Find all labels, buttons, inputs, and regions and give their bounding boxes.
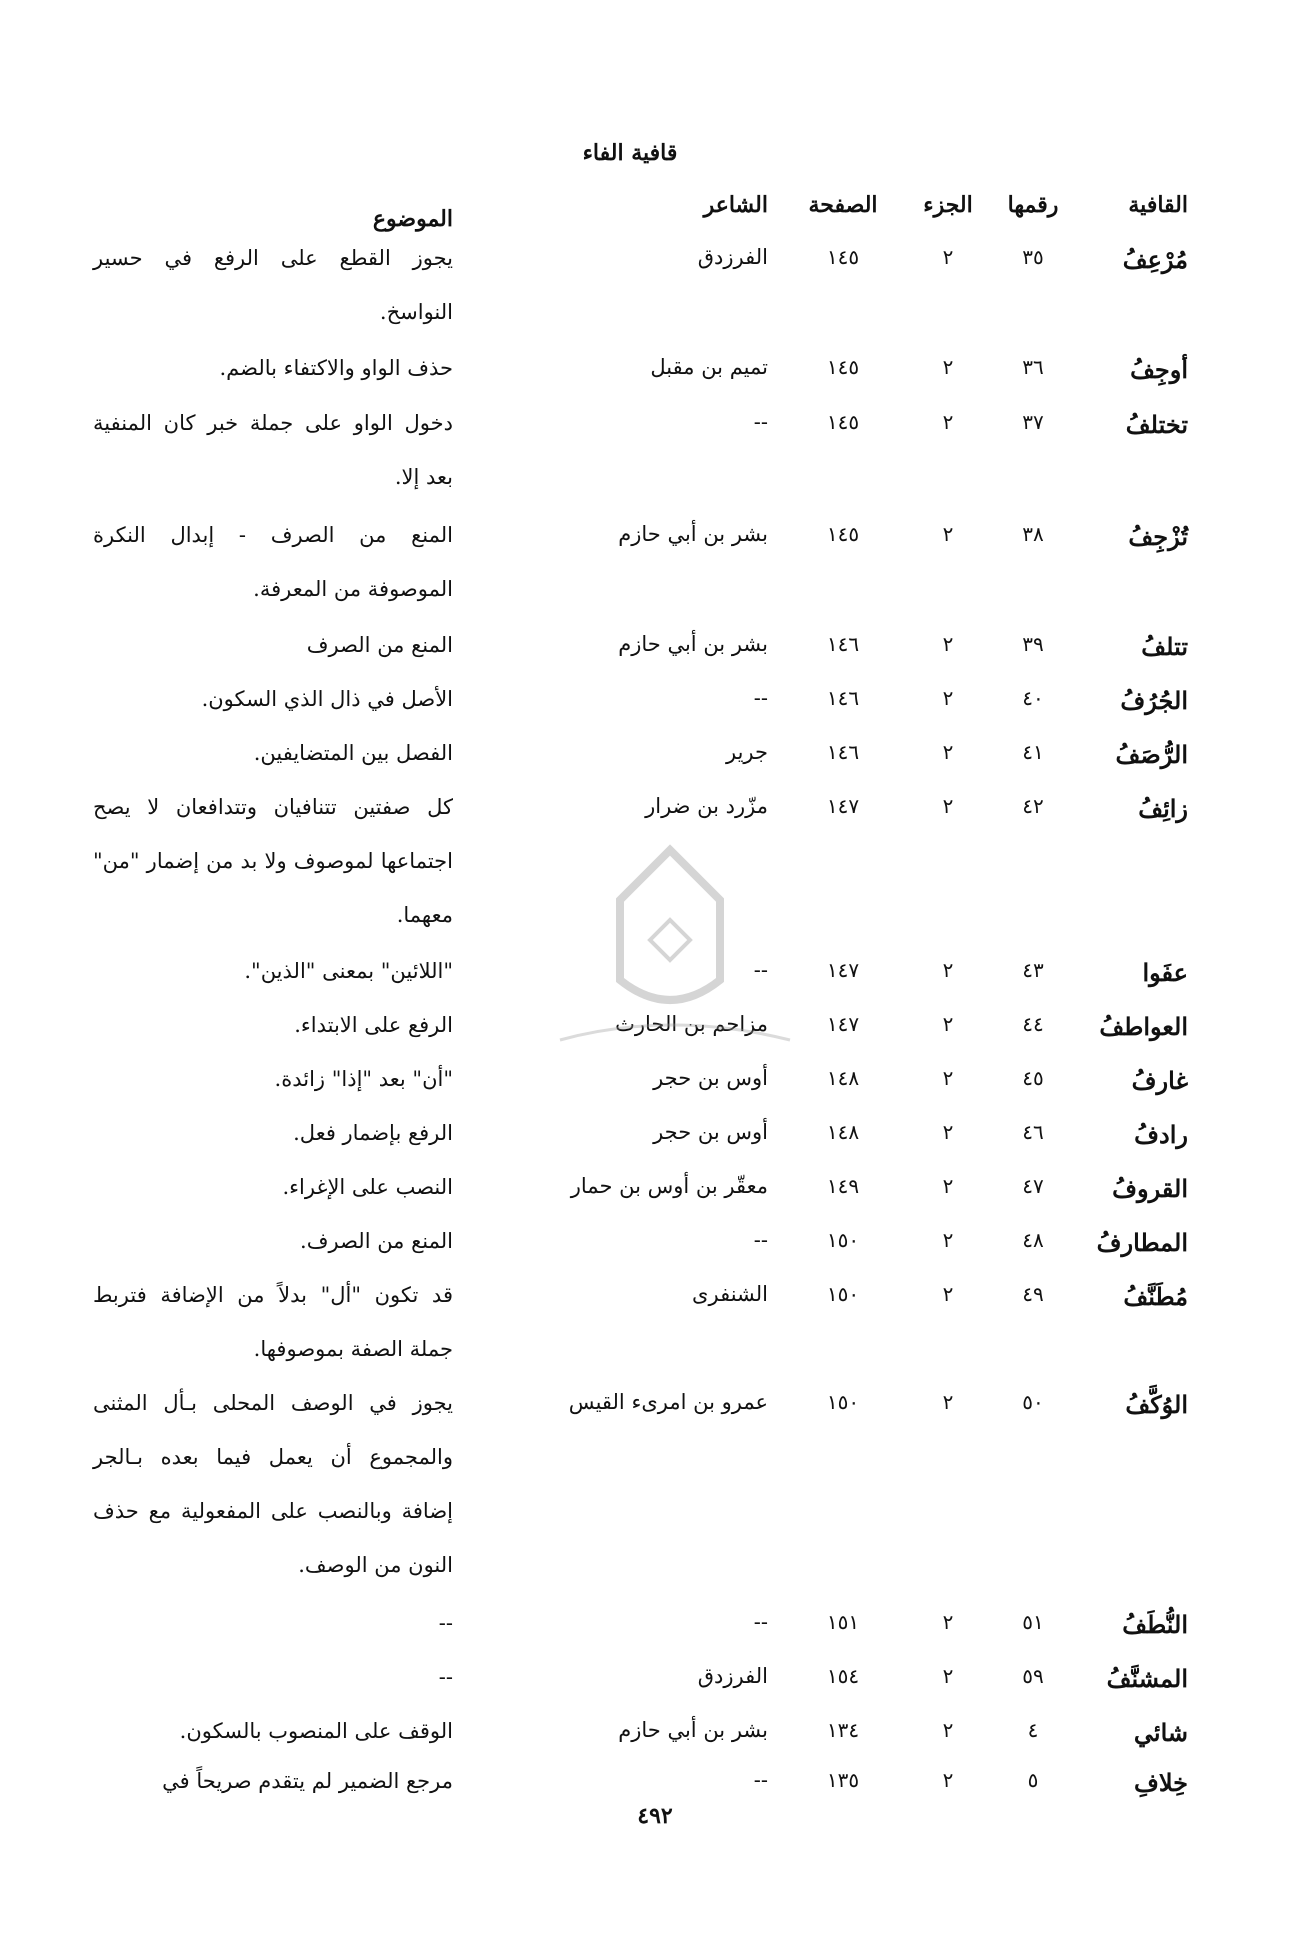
topic-cell: يجوز في الوصف المحلى بـأل المثنى والمجموع أن يعمل فيما بعده بـالجر إضافة وبالنصب على المفعولية مع حذف النون من الوصف. [93, 1391, 453, 1577]
poet-cell: بشر بن أبي حازم [618, 632, 768, 656]
number-cell: ٣٧ [1022, 410, 1044, 434]
number-cell: ٤٢ [1022, 794, 1044, 818]
header-poet: الشاعر [703, 192, 768, 218]
juz-cell: ٢ [942, 1718, 954, 1742]
number-cell: ٤٧ [1022, 1174, 1044, 1198]
poet-cell: -- [753, 686, 768, 710]
topic-cell: يجوز القطع على الرفع في حسير النواسخ. [93, 246, 453, 324]
page-cell: ١٤٦ [826, 632, 860, 656]
topic-cell: المنع من الصرف - إبدال النكرة الموصوفة من المعرفة. [93, 523, 453, 601]
topic-cell: قد تكون "أل" بدلاً من الإضافة فتربط جملة الصفة بموصوفها. [93, 1283, 453, 1361]
page-cell: ١٤٥ [826, 522, 860, 546]
qafiya-cell: عفَوا [1142, 958, 1188, 987]
poet-cell: مزاحم بن الحارث [615, 1012, 768, 1036]
topic-cell: الرفع على الابتداء. [294, 1013, 453, 1037]
number-cell: ٣٥ [1022, 245, 1044, 269]
juz-cell: ٢ [942, 355, 954, 379]
qafiya-cell: الجُرُفُ [1120, 686, 1188, 715]
juz-cell: ٢ [942, 522, 954, 546]
header-qafiya: القافية [1128, 192, 1188, 218]
page-cell: ١٥٠ [826, 1228, 860, 1252]
juz-cell: ٢ [942, 740, 954, 764]
qafiya-cell: القروفُ [1112, 1174, 1188, 1203]
number-cell: ٤٣ [1022, 958, 1044, 982]
qafiya-cell: زائِفُ [1138, 794, 1188, 823]
section-title: قافية الفاء [582, 140, 678, 166]
poet-cell: جرير [726, 740, 768, 764]
poet-cell: تميم بن مقبل [650, 355, 768, 379]
poet-cell: معقّر بن أوس بن حمار [570, 1174, 768, 1198]
poet-cell: -- [753, 958, 768, 982]
number-cell: ٤٩ [1022, 1282, 1044, 1306]
poet-cell: مزّرد بن ضرار [645, 794, 768, 818]
juz-cell: ٢ [942, 958, 954, 982]
juz-cell: ٢ [942, 1610, 954, 1634]
number-cell: ٣٦ [1022, 355, 1044, 379]
qafiya-cell: تتلفُ [1141, 632, 1188, 661]
juz-cell: ٢ [942, 794, 954, 818]
number-cell: ٤٨ [1022, 1228, 1044, 1252]
header-juz: الجزء [923, 192, 973, 218]
qafiya-cell: العواطفُ [1099, 1012, 1188, 1041]
header-page: الصفحة [808, 192, 878, 218]
page-cell: ١٣٤ [826, 1718, 860, 1742]
poet-cell: عمرو بن امرىء القيس [568, 1390, 768, 1414]
header-topic: الموضوع [372, 206, 453, 232]
topic-cell: دخول الواو على جملة خبر كان المنفية بعد إلا. [93, 411, 453, 489]
poet-cell: -- [753, 1768, 768, 1792]
qafiya-cell: المطارفُ [1096, 1228, 1188, 1257]
topic-cell: الأصل في ذال الذي السكون. [201, 687, 453, 711]
topic-cell: النصب على الإغراء. [282, 1175, 453, 1199]
topic-cell: المنع من الصرف [306, 633, 453, 657]
watermark-emblem [520, 830, 820, 1090]
page-cell: ١٥٤ [826, 1664, 860, 1688]
page-cell: ١٤٥ [826, 410, 860, 434]
juz-cell: ٢ [942, 1390, 954, 1414]
qafiya-cell: مُطَنَّفُ [1123, 1282, 1188, 1311]
qafiya-cell: مُرْعِفُ [1122, 245, 1188, 274]
juz-cell: ٢ [942, 1664, 954, 1688]
qafiya-cell: شائي [1133, 1718, 1188, 1747]
juz-cell: ٢ [942, 632, 954, 656]
qafiya-cell: المشنَّفُ [1106, 1664, 1188, 1693]
qafiya-cell: خِلافِ [1133, 1768, 1188, 1797]
qafiya-cell: الوُكَّفُ [1125, 1390, 1188, 1419]
juz-cell: ٢ [942, 410, 954, 434]
page-cell: ١٤٦ [826, 686, 860, 710]
number-cell: ٥٠ [1022, 1390, 1044, 1414]
poet-cell: بشر بن أبي حازم [618, 522, 768, 546]
topic-cell: المنع من الصرف. [300, 1229, 453, 1253]
page-cell: ١٤٩ [826, 1174, 860, 1198]
poet-cell: الشنفرى [692, 1282, 768, 1306]
juz-cell: ٢ [942, 1228, 954, 1252]
juz-cell: ٢ [942, 1066, 954, 1090]
poet-cell: الفرزدق [697, 245, 768, 269]
number-cell: ٣٨ [1022, 522, 1044, 546]
header-number: رقمها [1007, 192, 1059, 218]
juz-cell: ٢ [942, 1768, 954, 1792]
poet-cell: أوس بن حجر [653, 1066, 768, 1090]
qafiya-cell: النُّطَفُ [1122, 1610, 1188, 1639]
number-cell: ٤٥ [1022, 1066, 1044, 1090]
juz-cell: ٢ [942, 245, 954, 269]
qafiya-cell: الرُّصَفُ [1115, 740, 1188, 769]
topic-cell: "اللائين" بمعنى "الذين". [244, 959, 453, 983]
poet-cell: بشر بن أبي حازم [618, 1718, 768, 1742]
juz-cell: ٢ [942, 1120, 954, 1144]
number-cell: ٤٠ [1022, 686, 1044, 710]
page-cell: ١٥٠ [826, 1282, 860, 1306]
topic-cell: -- [438, 1611, 453, 1635]
qafiya-cell: تختلفُ [1125, 410, 1188, 439]
number-cell: ٤٦ [1022, 1120, 1044, 1144]
page-cell: ١٥١ [826, 1610, 860, 1634]
topic-cell: -- [438, 1665, 453, 1689]
page-cell: ١٤٨ [826, 1066, 860, 1090]
number-cell: ٥٩ [1022, 1664, 1044, 1688]
page-cell: ١٣٥ [826, 1768, 860, 1792]
page-cell: ١٤٦ [826, 740, 860, 764]
topic-cell: كل صفتين تتنافيان وتتدافعان لا يصح اجتماعها لموصوف ولا بد من إضمار "من" معهما. [93, 795, 453, 927]
topic-cell: الفصل بين المتضايفين. [253, 741, 453, 765]
number-cell: ٤٤ [1022, 1012, 1044, 1036]
poet-cell: أوس بن حجر [653, 1120, 768, 1144]
table-header [0, 192, 1308, 232]
qafiya-cell: غارفُ [1131, 1066, 1188, 1095]
juz-cell: ٢ [942, 686, 954, 710]
poet-cell: -- [753, 1610, 768, 1634]
number-cell: ٣٩ [1022, 632, 1044, 656]
qafiya-cell: رادفُ [1134, 1120, 1188, 1149]
number-cell: ٤١ [1022, 740, 1044, 764]
juz-cell: ٢ [942, 1012, 954, 1036]
number-cell: ٥ [1027, 1768, 1039, 1792]
qafiya-cell: تُزْجِفُ [1128, 522, 1188, 551]
poet-cell: الفرزدق [697, 1664, 768, 1688]
qafiya-cell: أوجِفُ [1130, 355, 1188, 384]
page-cell: ١٤٧ [826, 958, 860, 982]
topic-cell: حذف الواو والاكتفاء بالضم. [219, 356, 453, 380]
page-cell: ١٤٥ [826, 355, 860, 379]
page-cell: ١٥٠ [826, 1390, 860, 1414]
juz-cell: ٢ [942, 1282, 954, 1306]
page-cell: ١٤٧ [826, 1012, 860, 1036]
page-cell: ١٤٨ [826, 1120, 860, 1144]
poet-cell: -- [753, 1228, 768, 1252]
juz-cell: ٢ [942, 1174, 954, 1198]
number-cell: ٤ [1027, 1718, 1039, 1742]
topic-cell: مرجع الضمير لم يتقدم صريحاً في [162, 1769, 453, 1793]
number-cell: ٥١ [1022, 1610, 1044, 1634]
topic-cell: "أن" بعد "إذا" زائدة. [274, 1067, 453, 1091]
topic-cell: الرفع بإضمار فعل. [293, 1121, 453, 1145]
page-cell: ١٤٥ [826, 245, 860, 269]
page-number: ٤٩٢ [637, 1803, 673, 1829]
page-cell: ١٤٧ [826, 794, 860, 818]
poet-cell: -- [753, 410, 768, 434]
topic-cell: الوقف على المنصوب بالسكون. [179, 1719, 453, 1743]
